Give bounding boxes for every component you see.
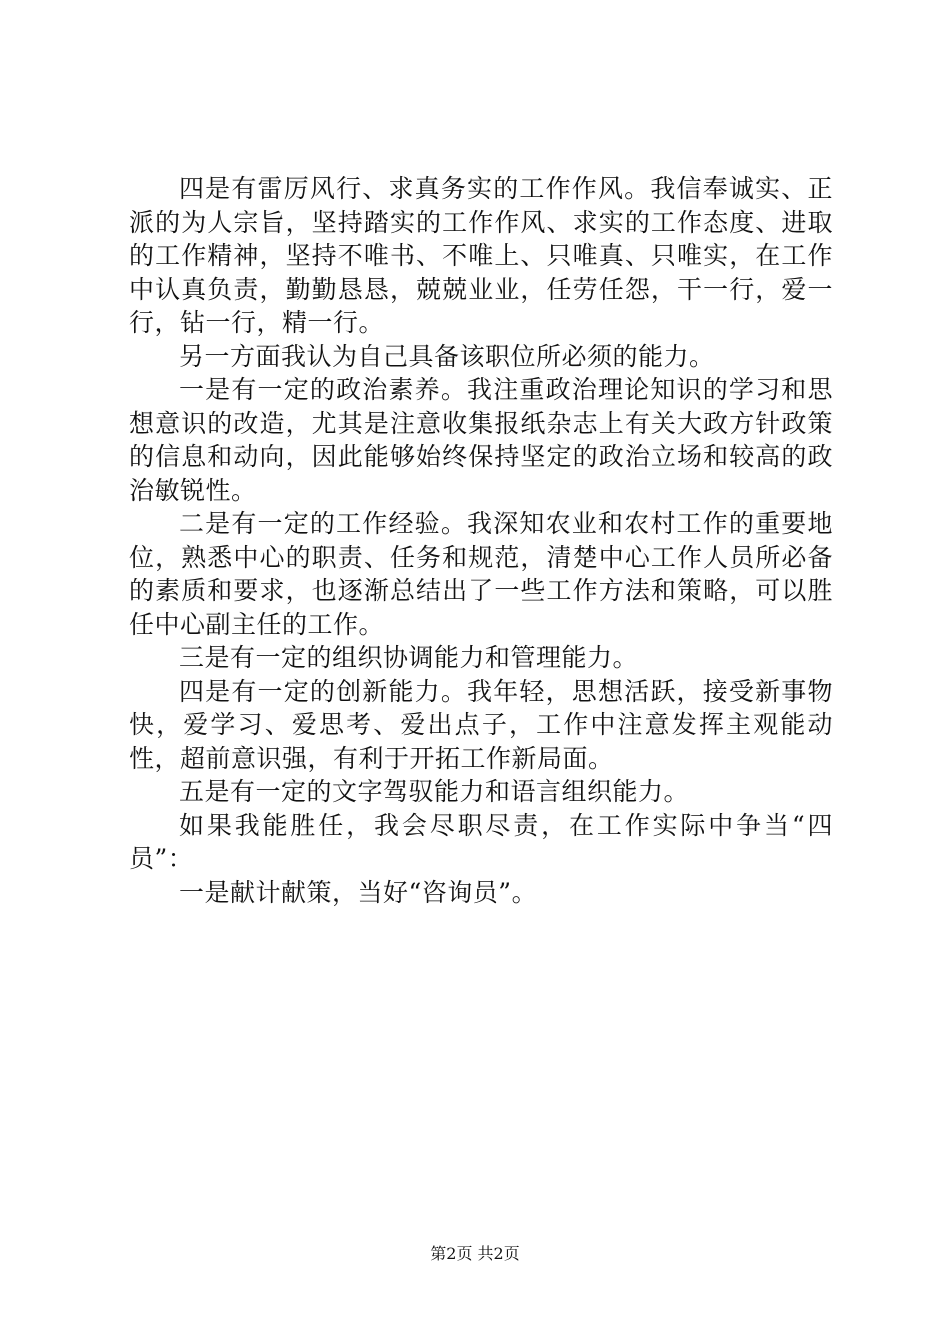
paragraph-political-literacy: 一是有一定的政治素养。我注重政治理论知识的学习和思想意识的改造，尤其是注意收集报纸杂志上有关大政方针政策的信息和动向，因此能够始终保持坚定的政治立场和较高的政治敏锐性。 [129,375,833,505]
document-body [129,172,833,909]
paragraph-four-roles-intro: 如果我能胜任，我会尽职尽责，在工作实际中争当“四员”： [129,810,833,873]
page-number-footer: 第2页 共2页 [430,1244,520,1263]
paragraph-consultant-role: 一是献计献策，当好“咨询员”。 [179,877,538,907]
paragraph-coordination-ability: 三是有一定的组织协调能力和管理能力。 [179,643,639,672]
paragraph-abilities-intro: 另一方面我认为自己具备该职位所必须的能力。 [179,341,715,371]
paragraph-work-experience: 二是有一定的工作经验。我深知农业和农村工作的重要地位，熟悉中心的职责、任务和规范，清楚中心工作人员所必备的素质和要求，也逐渐总结出了一些工作方法和策略，可以胜任中心副主任的工作。 [129,509,833,639]
paragraph-writing-ability: 五是有一定的文字驾驭能力和语言组织能力。 [179,777,690,806]
paragraph-innovation-ability: 四是有一定的创新能力。我年轻，思想活跃，接受新事物快，爱学习、爱思考、爱出点子，工作中注意发挥主观能动性，超前意识强，有利于开拓工作新局面。 [129,676,833,773]
paragraph-work-style: 四是有雷厉风行、求真务实的工作作风。我信奉诚实、正派的为人宗旨，坚持踏实的工作作风、求实的工作态度、进取的工作精神，坚持不唯书、不唯上、只唯真、只唯实，在工作中认真负责，勤勤恳恳，兢兢业业，任劳任怨，干一行，爱一行，钻一行，精一行。 [129,174,833,337]
